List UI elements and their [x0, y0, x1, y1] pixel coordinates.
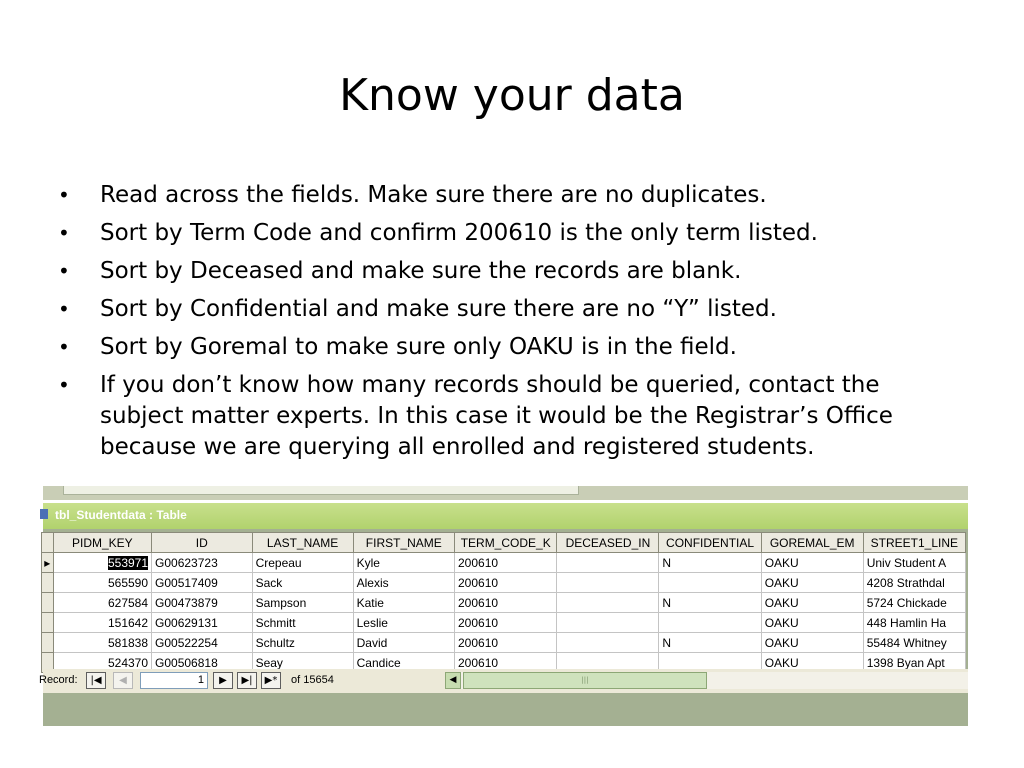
table-cell[interactable]: N	[659, 553, 761, 573]
table-cell[interactable]: OAKU	[761, 593, 863, 613]
table-cell[interactable]	[557, 633, 659, 653]
table-cell[interactable]: Kyle	[353, 553, 454, 573]
chevron-left-icon: ◀	[449, 675, 457, 685]
table-cell[interactable]	[557, 613, 659, 633]
table-cell[interactable]	[659, 613, 761, 633]
table-cell[interactable]: 55484 Whitney	[863, 633, 965, 653]
scroll-left-button[interactable]	[445, 672, 461, 689]
table-cell[interactable]: OAKU	[761, 653, 863, 673]
bullet-list	[58, 180, 958, 470]
new-record-icon: ▶*	[264, 675, 278, 686]
table-cell[interactable]	[557, 573, 659, 593]
column-header[interactable]: PIDM_KEY	[53, 533, 151, 553]
table-cell[interactable]	[53, 553, 151, 573]
column-header[interactable]: CONFIDENTIAL	[659, 533, 761, 553]
bullet-item: • If you don’t know how many records should be queried, contact the subject matter experts. In this case it would be the Registrar’s Office because we are querying all enrolled and registered students.	[58, 370, 958, 463]
row-selector[interactable]	[42, 593, 54, 613]
table-cell[interactable]: 627584	[53, 593, 151, 613]
bullet-item: • Read across the fields. Make sure there are no duplicates.	[58, 180, 958, 211]
window-top-strip	[43, 486, 968, 500]
table-cell[interactable]: OAKU	[761, 573, 863, 593]
new-record-button[interactable]	[261, 672, 281, 689]
table-row	[42, 593, 966, 613]
header-row	[42, 533, 966, 553]
row-selector[interactable]	[42, 633, 54, 653]
column-header[interactable]: ID	[152, 533, 253, 553]
previous-record-button[interactable]	[113, 672, 133, 689]
record-label: Record:	[39, 674, 78, 686]
slide-title: Know your data	[339, 70, 685, 121]
column-header[interactable]: LAST_NAME	[252, 533, 353, 553]
horizontal-scrollbar[interactable]	[445, 672, 968, 689]
previous-record-icon: ◀	[119, 675, 127, 686]
table-cell[interactable]: Schultz	[252, 633, 353, 653]
select-all-corner[interactable]	[42, 533, 54, 553]
table-cell[interactable]: 524370	[53, 653, 151, 673]
record-number-field[interactable]: 1	[140, 672, 208, 689]
window-titlebar[interactable]	[43, 500, 968, 529]
table-row	[42, 633, 966, 653]
row-selector[interactable]	[42, 613, 54, 633]
table-cell[interactable]: Alexis	[353, 573, 454, 593]
bullet-item: • Sort by Confidential and make sure there are no “Y” listed.	[58, 294, 958, 325]
last-record-button[interactable]	[237, 672, 257, 689]
table-cell[interactable]: Candice	[353, 653, 454, 673]
first-record-button[interactable]	[86, 672, 106, 689]
table-cell[interactable]: OAKU	[761, 633, 863, 653]
window-title: tbl_Studentdata : Table	[55, 508, 187, 522]
column-header[interactable]: STREET1_LINE	[863, 533, 965, 553]
table-cell[interactable]: G00506818	[152, 653, 253, 673]
table-row	[42, 613, 966, 633]
table-cell[interactable]: Seay	[252, 653, 353, 673]
next-record-button[interactable]	[213, 672, 233, 689]
table-icon	[40, 509, 48, 519]
table-row	[42, 553, 966, 573]
scroll-thumb[interactable]	[463, 672, 707, 689]
table-cell[interactable]	[557, 553, 659, 573]
current-record-icon[interactable]: ▸	[42, 553, 54, 573]
first-record-icon: |◀	[90, 675, 102, 686]
column-header[interactable]: TERM_CODE_K	[455, 533, 557, 553]
table-cell[interactable]: OAKU	[761, 553, 863, 573]
table-cell[interactable]: Univ Student A	[863, 553, 965, 573]
selected-cell-text: 553971	[107, 555, 149, 570]
table-cell[interactable]: G00517409	[152, 573, 253, 593]
table-cell[interactable]: N	[659, 593, 761, 613]
table-cell[interactable]: 200610	[455, 653, 557, 673]
total-records: 15654	[303, 674, 334, 686]
of-label: of	[291, 674, 301, 686]
table-cell[interactable]: 200610	[455, 553, 557, 573]
table-cell[interactable]: Sack	[252, 573, 353, 593]
table-cell[interactable]: David	[353, 633, 454, 653]
bullet-item: • Sort by Deceased and make sure the records are blank.	[58, 256, 958, 287]
table-cell[interactable]: 581838	[53, 633, 151, 653]
row-selector[interactable]	[42, 573, 54, 593]
table-cell[interactable]: 1398 Byan Apt	[863, 653, 965, 673]
table-cell[interactable]: 565590	[53, 573, 151, 593]
bullet-item: • Sort by Term Code and confirm 200610 is the only term listed.	[58, 218, 958, 249]
table-cell[interactable]: Leslie	[353, 613, 454, 633]
table-cell[interactable]: G00623723	[152, 553, 253, 573]
table-row	[42, 573, 966, 593]
last-record-icon: ▶|	[241, 675, 253, 686]
table-cell[interactable]: 151642	[53, 613, 151, 633]
access-table-screenshot	[39, 486, 968, 726]
datasheet-grid	[41, 532, 966, 673]
table-cell[interactable]: 448 Hamlin Ha	[863, 613, 965, 633]
table-cell[interactable]: G00629131	[152, 613, 253, 633]
record-navigation-bar	[39, 669, 968, 693]
table-cell[interactable]: Crepeau	[252, 553, 353, 573]
column-header[interactable]: GOREMAL_EM	[761, 533, 863, 553]
table-cell[interactable]: 4208 Strathdal	[863, 573, 965, 593]
grip-icon: |||	[581, 676, 589, 684]
table-cell[interactable]: Schmitt	[252, 613, 353, 633]
table-cell[interactable]: Sampson	[252, 593, 353, 613]
table-cell[interactable]: G00522254	[152, 633, 253, 653]
table-cell[interactable]: 5724 Chickade	[863, 593, 965, 613]
bullet-item: • Sort by Goremal to make sure only OAKU is in the field.	[58, 332, 958, 363]
table-cell[interactable]	[659, 573, 761, 593]
table-cell[interactable]: OAKU	[761, 613, 863, 633]
table-cell[interactable]: 200610	[455, 613, 557, 633]
next-record-icon: ▶	[219, 675, 227, 686]
column-header[interactable]: DECEASED_IN	[557, 533, 659, 553]
table-cell[interactable]	[557, 593, 659, 613]
column-header[interactable]: FIRST_NAME	[353, 533, 454, 553]
record-count	[291, 674, 334, 686]
table-cell[interactable]: 200610	[455, 633, 557, 653]
background-window-tab[interactable]	[63, 486, 579, 495]
table-cell[interactable]: G00473879	[152, 593, 253, 613]
table-cell[interactable]: 200610	[455, 593, 557, 613]
table-cell[interactable]: Katie	[353, 593, 454, 613]
table-cell[interactable]: N	[659, 633, 761, 653]
table-cell[interactable]: 200610	[455, 573, 557, 593]
